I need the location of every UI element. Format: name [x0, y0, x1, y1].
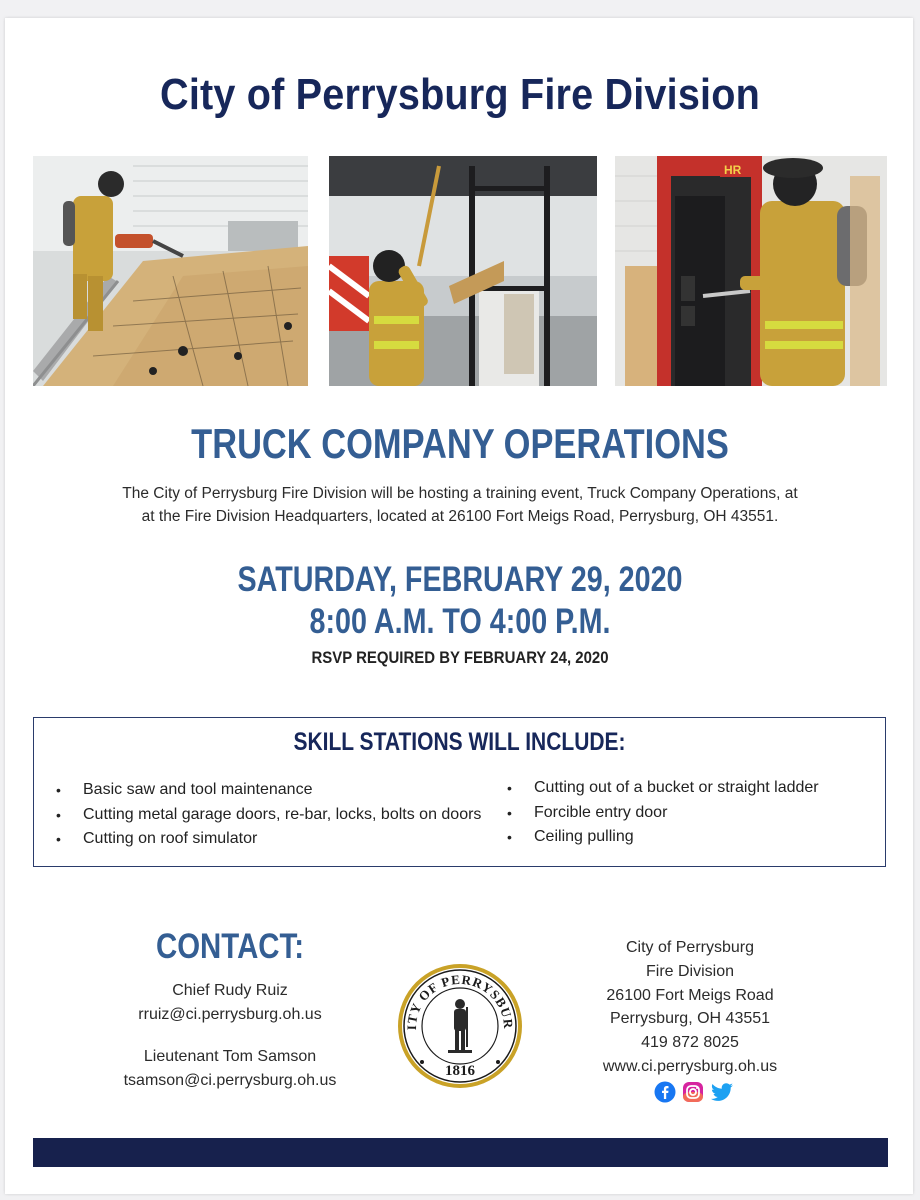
footer-bar: [33, 1138, 888, 1167]
address-line: Perrysburg, OH 43551: [609, 1010, 771, 1028]
event-description-line-2: at the Fire Division Headquarters, located at 26100 Fort Meigs Road, Perrysburg, OH 43551.: [141, 508, 779, 525]
event-date: SATURDAY, FEBRUARY 29, 2020: [237, 560, 683, 599]
contact-email[interactable]: rruiz@ci.perrysburg.oh.us: [138, 1006, 322, 1023]
address-line: Fire Division: [645, 962, 734, 980]
contact-person-1: [100, 979, 360, 1027]
list-item: • Basic saw and tool maintenance: [56, 778, 481, 803]
website-link[interactable]: www.ci.perrysburg.oh.us: [602, 1057, 778, 1075]
event-title: TRUCK COMPANY OPERATIONS: [191, 420, 729, 467]
svg-text:1816: 1816: [445, 1063, 475, 1079]
social-icons: [654, 1081, 734, 1105]
list-item: • Forcible entry door: [507, 801, 819, 826]
svg-text:CITY OF PERRYSBURG: ITY OF PERRYSBUR: [403, 971, 517, 1031]
address-line: City of Perrysburg: [625, 939, 755, 956]
list-item: • Cutting out of a bucket or straight ladder: [507, 776, 819, 801]
contact-name: Chief Rudy Ruiz: [172, 982, 288, 999]
skill-stations-title: SKILL STATIONS WILL INCLUDE:: [293, 728, 626, 756]
contact-name: Lieutenant Tom Samson: [143, 1048, 317, 1065]
contact-email[interactable]: tsamson@ci.perrysburg.oh.us: [123, 1072, 337, 1089]
contact-heading: CONTACT:: [155, 927, 305, 966]
list-item: • Cutting metal garage doors, re-bar, locks, bolts on doors: [56, 803, 481, 828]
skill-list-left: [56, 778, 481, 852]
page-title: City of Perrysburg Fire Division: [160, 70, 760, 119]
photo-ceiling-pulling: [329, 156, 597, 386]
event-description: [60, 482, 860, 528]
phone-number: 419 872 8025: [641, 1034, 739, 1052]
twitter-icon[interactable]: [710, 1081, 732, 1103]
facebook-icon[interactable]: [654, 1081, 676, 1103]
event-description-line-1: The City of Perrysburg Fire Division will be hosting a training event, Truck Company Operations, at: [122, 485, 798, 502]
instagram-icon[interactable]: [682, 1081, 704, 1103]
address-line: 26100 Fort Meigs Road: [606, 986, 774, 1004]
skill-stations-box: [33, 717, 886, 867]
rsvp-deadline: RSVP REQUIRED BY FEBRUARY 24, 2020: [311, 648, 609, 667]
address-block: [590, 936, 790, 1079]
contact-person-2: [100, 1045, 360, 1093]
svg-text:HR: HR: [724, 163, 742, 177]
skill-list-right: [507, 776, 819, 850]
list-item: • Ceiling pulling: [507, 825, 819, 850]
city-seal-logo: [396, 962, 524, 1090]
photo-forcible-entry: [615, 156, 887, 386]
list-item: • Cutting on roof simulator: [56, 827, 481, 852]
photo-roof-simulator: [33, 156, 308, 386]
event-time: 8:00 A.M. TO 4:00 P.M.: [309, 602, 611, 641]
